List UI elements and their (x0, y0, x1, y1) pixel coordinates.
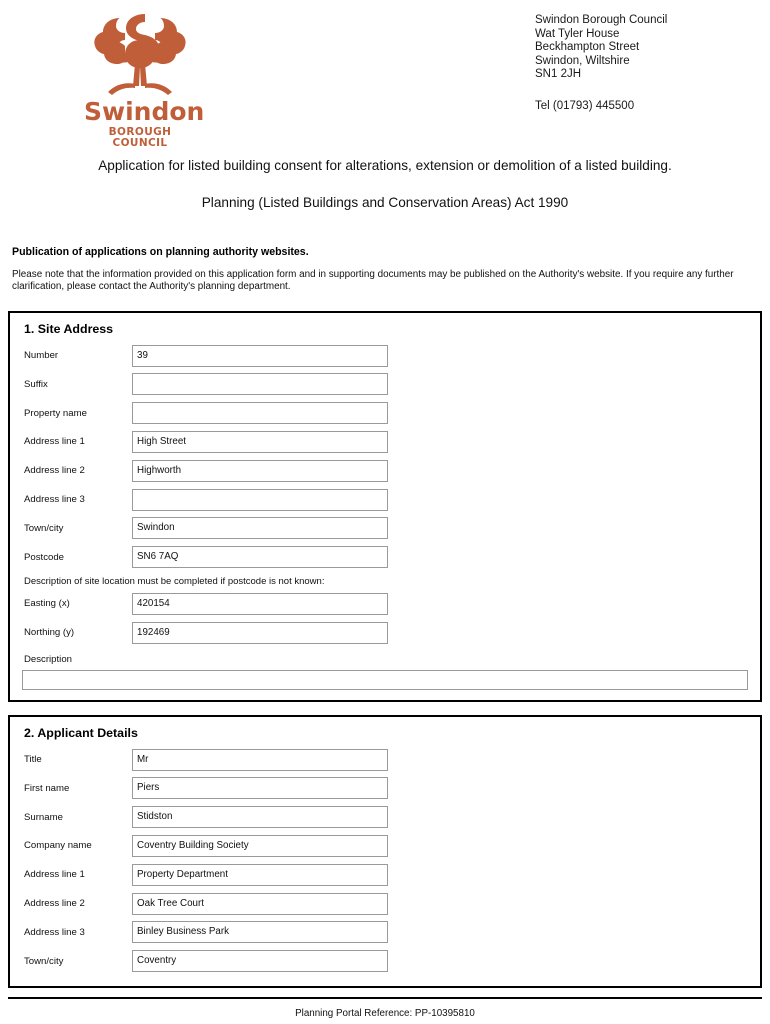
site-address-line-3-input[interactable] (132, 489, 388, 511)
site-address-line-1-input[interactable]: High Street (132, 431, 388, 453)
section-title: 2. Applicant Details (24, 726, 138, 741)
field-row-address-line-1 (20, 428, 750, 457)
field-label: Surname (24, 811, 63, 823)
council-address-line: Beckhampton Street (535, 41, 640, 54)
field-row-address-line-2 (20, 456, 750, 485)
site-suffix-input[interactable] (132, 373, 388, 395)
site-description-label: Description (24, 654, 72, 666)
field-row-address-line-3 (20, 485, 750, 514)
site-description-input[interactable] (22, 670, 748, 690)
field-label: Title (24, 754, 42, 766)
logo-wordmark: Swindon (84, 97, 205, 126)
field-label: Address line 2 (24, 898, 85, 910)
field-label: Address line 1 (24, 436, 85, 448)
field-row-number (20, 341, 750, 370)
logo-subtitle: BOROUGH COUNCIL (108, 126, 172, 149)
site-postcode-input[interactable]: SN6 7AQ (132, 546, 388, 568)
site-number-input[interactable]: 39 (132, 345, 388, 367)
field-label: Company name (24, 840, 92, 852)
site-location-helper-text: Description of site location must be completed if postcode is not known: (24, 575, 325, 587)
field-row-first-name (20, 774, 750, 803)
field-label: Address line 3 (24, 926, 85, 938)
applicant-surname-input[interactable]: Stidston (132, 806, 388, 828)
page-header (0, 0, 770, 150)
footer-divider (8, 997, 762, 999)
site-easting-input[interactable]: 420154 (132, 593, 388, 615)
field-label: Town/city (24, 955, 64, 967)
field-row-address-line-1 (20, 860, 750, 889)
field-row-town-city (20, 947, 750, 976)
field-label: Northing (y) (24, 627, 75, 639)
applicant-first-name-input[interactable]: Piers (132, 777, 388, 799)
field-label: Easting (x) (24, 598, 70, 610)
council-address-line: Swindon, Wiltshire (535, 54, 630, 67)
planning-portal-reference: Planning Portal Reference: PP-10395810 (295, 1007, 475, 1019)
field-label: First name (24, 782, 70, 794)
site-property-name-input[interactable] (132, 402, 388, 424)
council-address (535, 14, 667, 82)
field-row-title (20, 745, 750, 774)
field-label: Address line 3 (24, 494, 85, 506)
field-label: Town/city (24, 522, 64, 534)
section-site-address (8, 311, 762, 702)
field-label: Address line 1 (24, 869, 85, 881)
field-row-property-name (20, 399, 750, 428)
council-address-line: SN1 2JH (535, 68, 582, 81)
council-telephone: Tel (01793) 445500 (535, 100, 635, 112)
applicant-address-line-2-input[interactable]: Oak Tree Court (132, 893, 388, 915)
applicant-address-line-1-input[interactable]: Property Department (132, 864, 388, 886)
field-row-town-city (20, 514, 750, 543)
applicant-town-city-input[interactable]: Coventry (132, 950, 388, 972)
site-northing-input[interactable]: 192469 (132, 622, 388, 644)
field-label: Number (24, 350, 59, 362)
applicant-address-line-3-input[interactable]: Binley Business Park (132, 921, 388, 943)
site-town-city-input[interactable]: Swindon (132, 517, 388, 539)
field-row-address-line-3 (20, 918, 750, 947)
applicant-company-name-input[interactable]: Coventry Building Society (132, 835, 388, 857)
field-row-postcode (20, 543, 750, 572)
publication-notice (12, 246, 758, 292)
field-row-company-name (20, 832, 750, 861)
field-label: Postcode (24, 551, 65, 563)
form-title: Application for listed building consent for alterations, extension or demolition of a listed building. (98, 158, 672, 173)
site-address-line-2-input[interactable]: Highworth (132, 460, 388, 482)
council-address-line: Wat Tyler House (535, 27, 620, 40)
field-row-address-line-2 (20, 889, 750, 918)
applicant-title-input[interactable]: Mr (132, 749, 388, 771)
field-row-northing (20, 618, 750, 647)
council-address-line: Swindon Borough Council (535, 14, 668, 26)
section-applicant-details (8, 715, 762, 987)
field-row-easting (20, 590, 750, 619)
field-label: Address line 2 (24, 465, 85, 477)
publication-notice-body: Please note that the information provided on this application form and in supporting documents may be published on the Authority's website. If you require any further clarification, please contact the Authority's planning department. (12, 269, 734, 292)
field-label: Suffix (24, 378, 48, 390)
field-row-suffix (20, 370, 750, 399)
field-label: Property name (24, 407, 87, 419)
council-logo (84, 10, 205, 149)
tree-logo-icon (90, 10, 190, 98)
field-row-surname (20, 803, 750, 832)
publication-notice-heading: Publication of applications on planning authority websites. (12, 246, 309, 258)
form-act-subtitle: Planning (Listed Buildings and Conservation Areas) Act 1990 (201, 195, 569, 210)
section-title: 1. Site Address (24, 322, 114, 337)
